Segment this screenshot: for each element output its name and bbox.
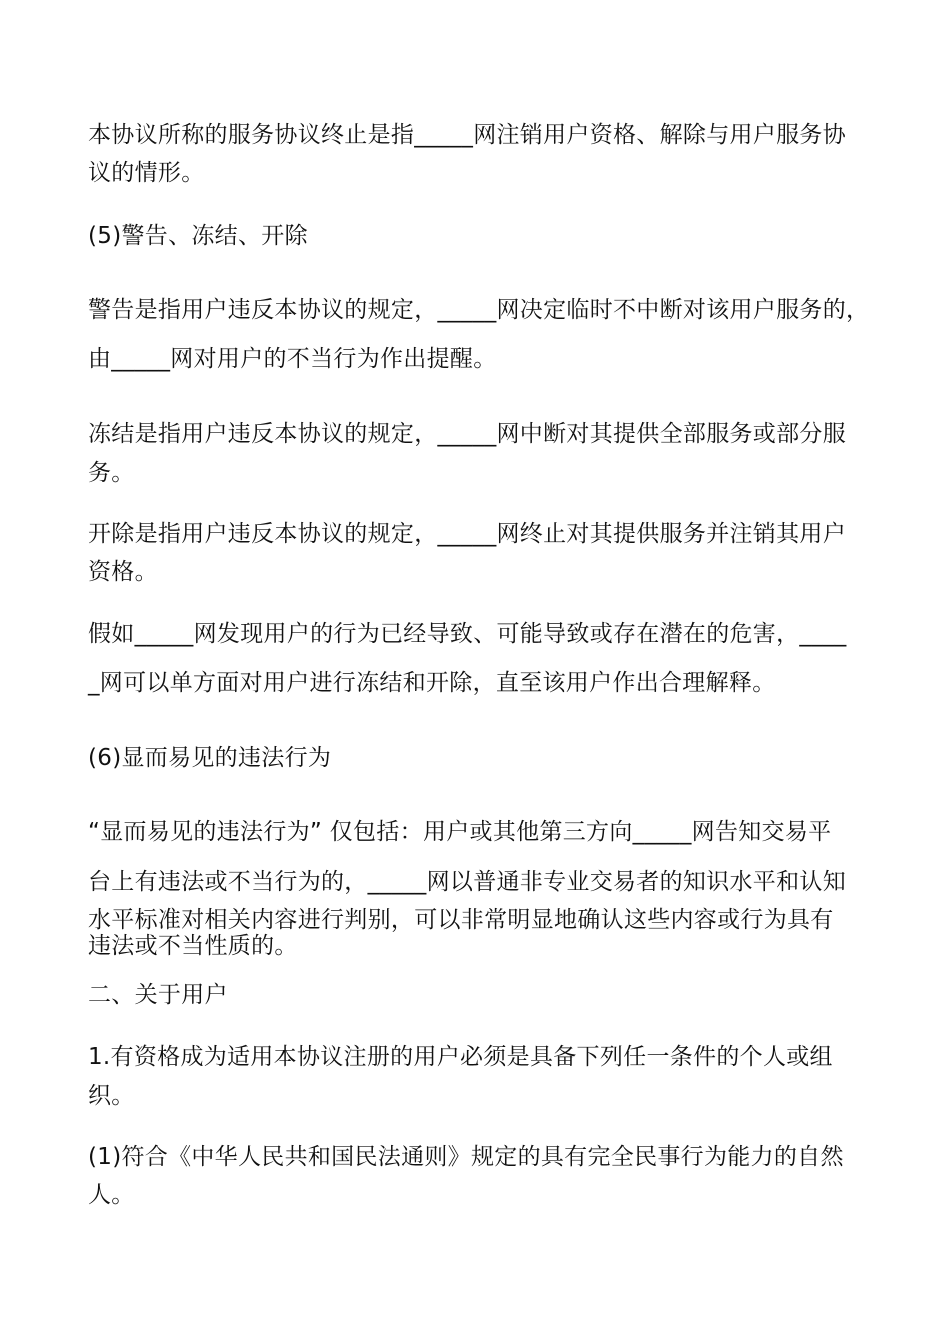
warning-paragraph-line-2: 由_____网对用户的不当行为作出提醒。 bbox=[88, 346, 497, 372]
freeze-paragraph-line-1: 冻结是指用户违反本协议的规定，_____网中断对其提供全部服务或部分服 bbox=[88, 421, 846, 447]
harm-paragraph-line-2: _网可以单方面对用户进行冻结和开除，直至该用户作出合理解释。 bbox=[88, 670, 776, 696]
item-1-1-line-2: 人。 bbox=[88, 1182, 135, 1208]
heading-obvious-violation: (6)显而易见的违法行为 bbox=[88, 745, 332, 771]
freeze-paragraph-line-2: 务。 bbox=[88, 460, 135, 486]
obvious-paragraph-line-4: 违法或不当性质的。 bbox=[88, 933, 298, 959]
obvious-paragraph-line-1: “显而易见的违法行为” 仅包括：用户或其他第三方向_____网告知交易平 bbox=[88, 819, 832, 845]
obvious-paragraph-line-2: 台上有违法或不当行为的，_____网以普通非专业交易者的知识水平和认知 bbox=[88, 869, 846, 895]
item-1-line-2: 织。 bbox=[88, 1083, 135, 1109]
item-1-1-line-1: (1)符合《中华人民共和国民法通则》规定的具有完全民事行为能力的自然 bbox=[88, 1144, 844, 1170]
section-heading-about-users: 二、关于用户 bbox=[88, 982, 228, 1008]
terminate-paragraph-line-2: 议的情形。 bbox=[88, 160, 205, 186]
item-1-line-1: 1.有资格成为适用本协议注册的用户必须是具备下列任一条件的个人或组 bbox=[88, 1044, 833, 1070]
heading-warning-freeze-expel: (5)警告、冻结、开除 bbox=[88, 223, 308, 249]
harm-paragraph-line-1: 假如_____网发现用户的行为已经导致、可能导致或存在潜在的危害，____ bbox=[88, 621, 847, 647]
terminate-paragraph-line-1: 本协议所称的服务协议终止是指_____网注销用户资格、解除与用户服务协 bbox=[88, 122, 846, 148]
expel-paragraph-line-1: 开除是指用户违反本协议的规定，_____网终止对其提供服务并注销其用户 bbox=[88, 521, 846, 547]
warning-paragraph-line-1: 警告是指用户违反本协议的规定，_____网决定临时不中断对该用户服务的， bbox=[88, 297, 870, 323]
expel-paragraph-line-2: 资格。 bbox=[88, 559, 158, 585]
obvious-paragraph-line-3: 水平标准对相关内容进行判别，可以非常明显地确认这些内容或行为具有 bbox=[88, 907, 834, 933]
